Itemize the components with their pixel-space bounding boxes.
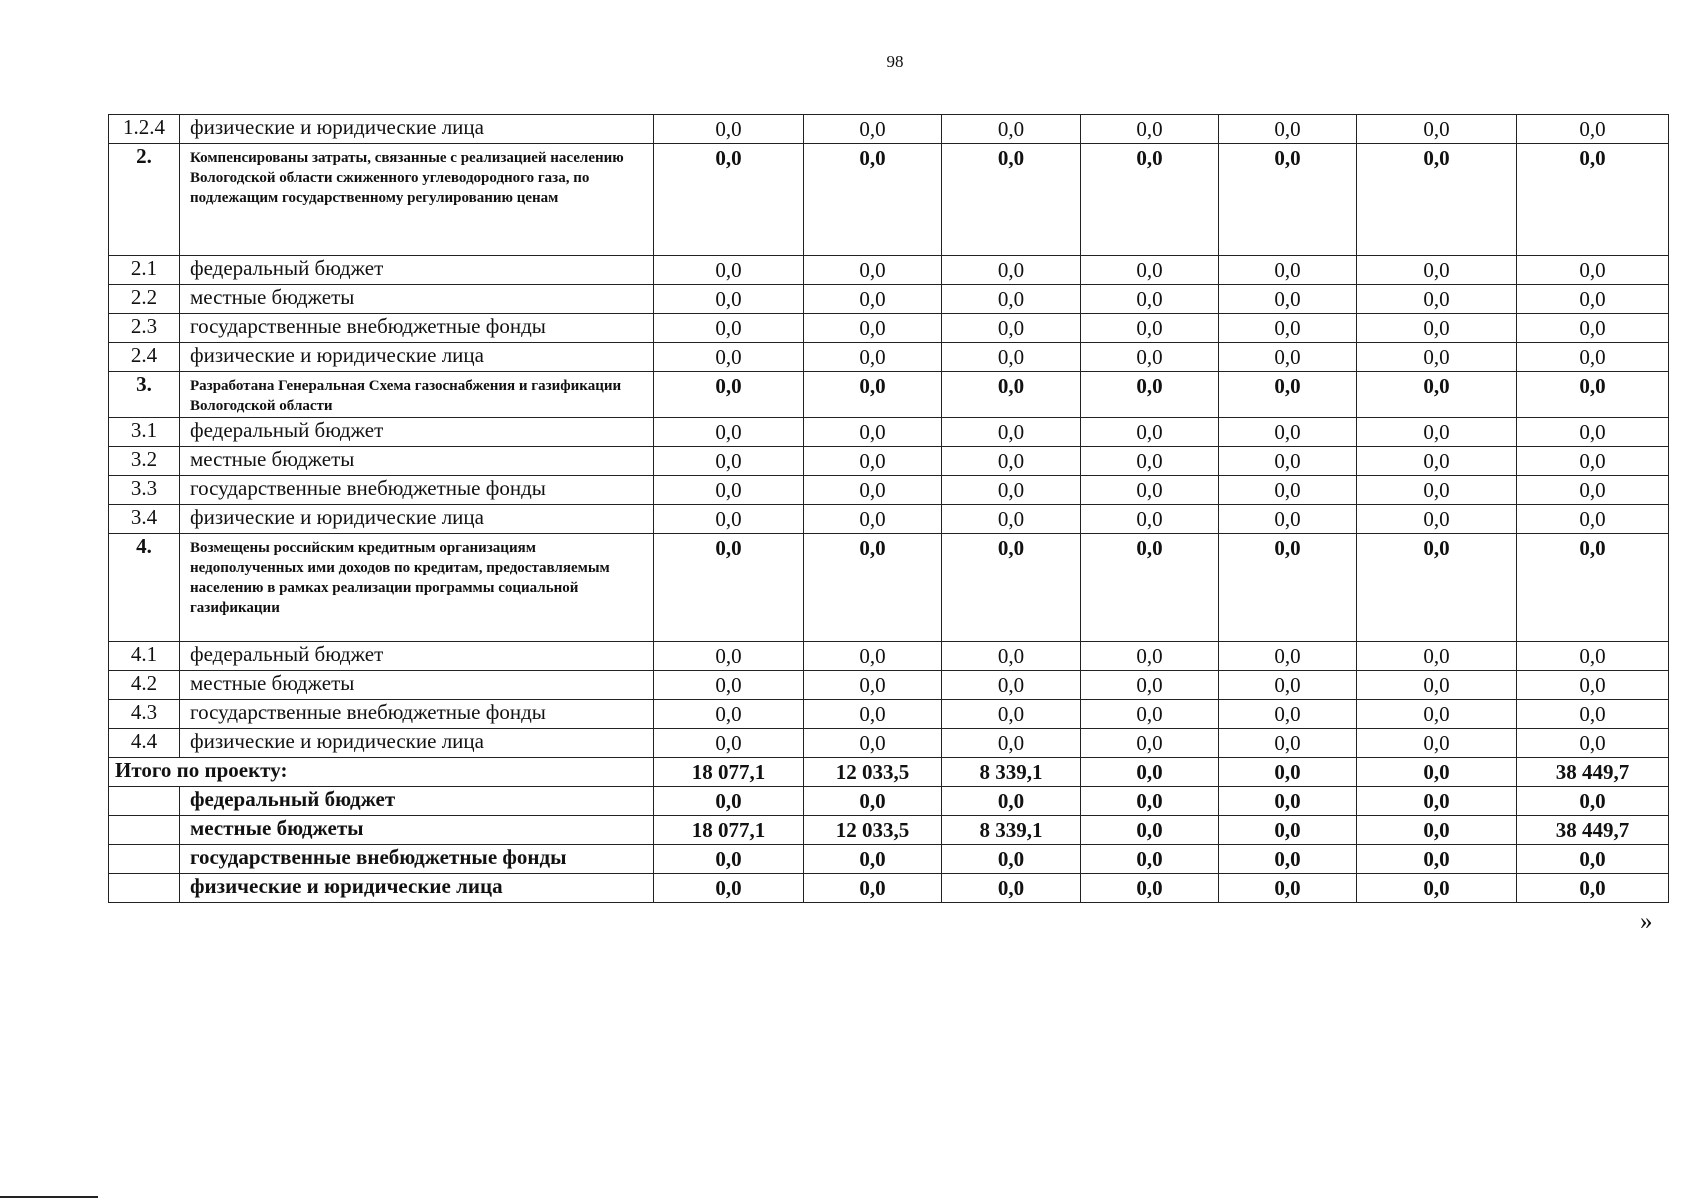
- value-cell: 0,0: [1357, 447, 1517, 476]
- value-cell: 0,0: [1357, 343, 1517, 372]
- row-label: физические и юридические лица: [180, 115, 654, 144]
- row-code: 2.: [109, 144, 180, 256]
- row-label: федеральный бюджет: [180, 642, 654, 671]
- value-cell: 0,0: [1081, 418, 1219, 447]
- value-cell: 0,0: [654, 671, 804, 700]
- value-cell: 0,0: [804, 447, 942, 476]
- table-row: [109, 256, 1669, 285]
- breakdown-value-cell: 0,0: [654, 787, 804, 816]
- row-label: местные бюджеты: [180, 671, 654, 700]
- row-code: 3.4: [109, 505, 180, 534]
- value-cell: 0,0: [942, 642, 1081, 671]
- row-code: 3.: [109, 372, 180, 418]
- breakdown-label: государственные внебюджетные фонды: [180, 845, 654, 874]
- breakdown-value-cell: 38 449,7: [1517, 816, 1669, 845]
- value-cell: 0,0: [1357, 729, 1517, 758]
- row-code: 2.3: [109, 314, 180, 343]
- breakdown-label: федеральный бюджет: [180, 787, 654, 816]
- value-cell: 0,0: [942, 671, 1081, 700]
- value-cell: 0,0: [654, 642, 804, 671]
- breakdown-value-cell: 0,0: [1081, 845, 1219, 874]
- value-cell: 0,0: [1219, 671, 1357, 700]
- value-cell: 0,0: [942, 418, 1081, 447]
- breakdown-value-cell: 0,0: [1081, 787, 1219, 816]
- value-cell: 0,0: [1219, 256, 1357, 285]
- total-row: [109, 758, 1669, 787]
- breakdown-value-cell: 0,0: [804, 787, 942, 816]
- section-row: [109, 144, 1669, 256]
- budget-table: [108, 114, 1669, 903]
- breakdown-value-cell: 0,0: [654, 874, 804, 903]
- value-cell: 0,0: [1517, 729, 1669, 758]
- value-cell: 0,0: [1081, 700, 1219, 729]
- value-cell: 0,0: [1517, 115, 1669, 144]
- value-cell: 0,0: [1219, 418, 1357, 447]
- table-row: [109, 476, 1669, 505]
- value-cell: 0,0: [1357, 534, 1517, 642]
- value-cell: 0,0: [1081, 476, 1219, 505]
- breakdown-value-cell: 0,0: [1219, 787, 1357, 816]
- table-row: [109, 505, 1669, 534]
- section-description: Компенсированы затраты, связанные с реализацией населению Вологодской области сжиженного углеводородного газа, по подлежащим государственному регулированию ценам: [180, 144, 654, 256]
- value-cell: 0,0: [1219, 505, 1357, 534]
- breakdown-value-cell: 0,0: [1357, 874, 1517, 903]
- value-cell: 0,0: [1219, 476, 1357, 505]
- breakdown-value-cell: 0,0: [1517, 845, 1669, 874]
- value-cell: 0,0: [1517, 671, 1669, 700]
- value-cell: 0,0: [654, 700, 804, 729]
- value-cell: 0,0: [1219, 372, 1357, 418]
- row-label: государственные внебюджетные фонды: [180, 476, 654, 505]
- value-cell: 0,0: [1219, 729, 1357, 758]
- row-label: государственные внебюджетные фонды: [180, 700, 654, 729]
- row-label: федеральный бюджет: [180, 418, 654, 447]
- table-row: [109, 314, 1669, 343]
- value-cell: 0,0: [654, 144, 804, 256]
- value-cell: 0,0: [942, 115, 1081, 144]
- value-cell: 0,0: [1081, 505, 1219, 534]
- scan-artifact-line: [0, 1196, 98, 1198]
- value-cell: 0,0: [942, 285, 1081, 314]
- value-cell: 0,0: [804, 285, 942, 314]
- section-row: [109, 372, 1669, 418]
- value-cell: 0,0: [654, 115, 804, 144]
- value-cell: 0,0: [1081, 447, 1219, 476]
- row-label: федеральный бюджет: [180, 256, 654, 285]
- row-code: 2.1: [109, 256, 180, 285]
- value-cell: 0,0: [1357, 115, 1517, 144]
- table-row: [109, 700, 1669, 729]
- table-row: [109, 285, 1669, 314]
- value-cell: 0,0: [804, 642, 942, 671]
- section-description: Разработана Генеральная Схема газоснабжения и газификации Вологодской области: [180, 372, 654, 418]
- value-cell: 0,0: [1357, 418, 1517, 447]
- value-cell: 0,0: [1517, 447, 1669, 476]
- empty-code-cell: [109, 816, 180, 845]
- value-cell: 0,0: [1517, 534, 1669, 642]
- breakdown-value-cell: 0,0: [804, 845, 942, 874]
- value-cell: 0,0: [1219, 144, 1357, 256]
- value-cell: 0,0: [804, 671, 942, 700]
- breakdown-value-cell: 0,0: [804, 874, 942, 903]
- row-code: 3.2: [109, 447, 180, 476]
- value-cell: 0,0: [1357, 700, 1517, 729]
- value-cell: 0,0: [1357, 285, 1517, 314]
- breakdown-value-cell: 0,0: [1219, 845, 1357, 874]
- value-cell: 0,0: [1219, 534, 1357, 642]
- value-cell: 0,0: [804, 115, 942, 144]
- value-cell: 0,0: [1081, 144, 1219, 256]
- empty-code-cell: [109, 845, 180, 874]
- row-code: 4.1: [109, 642, 180, 671]
- empty-code-cell: [109, 787, 180, 816]
- breakdown-value-cell: 0,0: [1517, 787, 1669, 816]
- value-cell: 0,0: [1081, 642, 1219, 671]
- value-cell: 0,0: [804, 372, 942, 418]
- value-cell: 0,0: [1517, 285, 1669, 314]
- total-value-cell: 18 077,1: [654, 758, 804, 787]
- value-cell: 0,0: [942, 314, 1081, 343]
- value-cell: 0,0: [654, 285, 804, 314]
- value-cell: 0,0: [654, 372, 804, 418]
- value-cell: 0,0: [654, 534, 804, 642]
- value-cell: 0,0: [1219, 642, 1357, 671]
- value-cell: 0,0: [1219, 285, 1357, 314]
- value-cell: 0,0: [1081, 256, 1219, 285]
- value-cell: 0,0: [654, 447, 804, 476]
- breakdown-value-cell: 0,0: [1357, 816, 1517, 845]
- value-cell: 0,0: [1517, 642, 1669, 671]
- value-cell: 0,0: [1081, 115, 1219, 144]
- breakdown-value-cell: 0,0: [1219, 874, 1357, 903]
- row-code: 4.2: [109, 671, 180, 700]
- value-cell: 0,0: [942, 256, 1081, 285]
- table-row: [109, 115, 1669, 144]
- value-cell: 0,0: [1517, 505, 1669, 534]
- row-code: 4.3: [109, 700, 180, 729]
- row-label: физические и юридические лица: [180, 505, 654, 534]
- value-cell: 0,0: [1357, 476, 1517, 505]
- value-cell: 0,0: [1517, 256, 1669, 285]
- table-row: [109, 671, 1669, 700]
- value-cell: 0,0: [942, 729, 1081, 758]
- value-cell: 0,0: [804, 476, 942, 505]
- value-cell: 0,0: [804, 505, 942, 534]
- row-code: 2.2: [109, 285, 180, 314]
- value-cell: 0,0: [1357, 314, 1517, 343]
- table-row: [109, 729, 1669, 758]
- value-cell: 0,0: [1517, 343, 1669, 372]
- row-code: 4.: [109, 534, 180, 642]
- total-breakdown-row: [109, 845, 1669, 874]
- value-cell: 0,0: [1219, 115, 1357, 144]
- budget-table-body: [109, 115, 1669, 903]
- value-cell: 0,0: [1517, 476, 1669, 505]
- value-cell: 0,0: [654, 476, 804, 505]
- value-cell: 0,0: [1219, 447, 1357, 476]
- breakdown-label: местные бюджеты: [180, 816, 654, 845]
- row-code: 2.4: [109, 343, 180, 372]
- value-cell: 0,0: [1081, 671, 1219, 700]
- total-value-cell: 12 033,5: [804, 758, 942, 787]
- value-cell: 0,0: [1517, 372, 1669, 418]
- value-cell: 0,0: [804, 729, 942, 758]
- total-value-cell: 0,0: [1219, 758, 1357, 787]
- section-description: Возмещены российским кредитным организациям недополученных ими доходов по кредитам, предоставляемым населению в рамках реализации программы социальной газификации: [180, 534, 654, 642]
- value-cell: 0,0: [654, 256, 804, 285]
- breakdown-value-cell: 0,0: [942, 874, 1081, 903]
- closing-quote: »: [1640, 908, 1653, 935]
- value-cell: 0,0: [1357, 671, 1517, 700]
- value-cell: 0,0: [1219, 343, 1357, 372]
- breakdown-value-cell: 0,0: [1081, 874, 1219, 903]
- value-cell: 0,0: [1219, 314, 1357, 343]
- row-code: 3.1: [109, 418, 180, 447]
- value-cell: 0,0: [942, 700, 1081, 729]
- budget-table-container: [108, 114, 1669, 903]
- value-cell: 0,0: [942, 144, 1081, 256]
- value-cell: 0,0: [1081, 372, 1219, 418]
- value-cell: 0,0: [1357, 144, 1517, 256]
- total-value-cell: 0,0: [1081, 758, 1219, 787]
- value-cell: 0,0: [804, 256, 942, 285]
- breakdown-value-cell: 0,0: [942, 845, 1081, 874]
- table-row: [109, 418, 1669, 447]
- breakdown-value-cell: 0,0: [1219, 816, 1357, 845]
- value-cell: 0,0: [1219, 700, 1357, 729]
- value-cell: 0,0: [1357, 372, 1517, 418]
- value-cell: 0,0: [1081, 343, 1219, 372]
- value-cell: 0,0: [942, 505, 1081, 534]
- total-breakdown-row: [109, 816, 1669, 845]
- breakdown-value-cell: 0,0: [1081, 816, 1219, 845]
- total-value-cell: 8 339,1: [942, 758, 1081, 787]
- value-cell: 0,0: [654, 505, 804, 534]
- section-row: [109, 534, 1669, 642]
- value-cell: 0,0: [1081, 285, 1219, 314]
- value-cell: 0,0: [1357, 642, 1517, 671]
- value-cell: 0,0: [1517, 314, 1669, 343]
- row-label: местные бюджеты: [180, 285, 654, 314]
- table-row: [109, 447, 1669, 476]
- value-cell: 0,0: [654, 729, 804, 758]
- value-cell: 0,0: [804, 144, 942, 256]
- row-code: 3.3: [109, 476, 180, 505]
- value-cell: 0,0: [1517, 144, 1669, 256]
- value-cell: 0,0: [942, 476, 1081, 505]
- page-number: 98: [886, 52, 904, 71]
- value-cell: 0,0: [1081, 534, 1219, 642]
- breakdown-value-cell: 0,0: [1517, 874, 1669, 903]
- total-value-cell: 0,0: [1357, 758, 1517, 787]
- value-cell: 0,0: [804, 418, 942, 447]
- value-cell: 0,0: [1081, 729, 1219, 758]
- value-cell: 0,0: [654, 343, 804, 372]
- value-cell: 0,0: [654, 418, 804, 447]
- row-label: местные бюджеты: [180, 447, 654, 476]
- total-breakdown-row: [109, 874, 1669, 903]
- value-cell: 0,0: [942, 447, 1081, 476]
- value-cell: 0,0: [804, 314, 942, 343]
- total-breakdown-row: [109, 787, 1669, 816]
- value-cell: 0,0: [942, 534, 1081, 642]
- value-cell: 0,0: [804, 700, 942, 729]
- value-cell: 0,0: [942, 343, 1081, 372]
- row-label: государственные внебюджетные фонды: [180, 314, 654, 343]
- empty-code-cell: [109, 874, 180, 903]
- value-cell: 0,0: [942, 372, 1081, 418]
- breakdown-value-cell: 0,0: [942, 787, 1081, 816]
- value-cell: 0,0: [1081, 314, 1219, 343]
- breakdown-value-cell: 12 033,5: [804, 816, 942, 845]
- breakdown-value-cell: 0,0: [1357, 787, 1517, 816]
- total-label: Итого по проекту:: [109, 758, 654, 787]
- value-cell: 0,0: [804, 343, 942, 372]
- breakdown-value-cell: 0,0: [1357, 845, 1517, 874]
- value-cell: 0,0: [1517, 418, 1669, 447]
- value-cell: 0,0: [1357, 505, 1517, 534]
- value-cell: 0,0: [1357, 256, 1517, 285]
- table-row: [109, 343, 1669, 372]
- breakdown-value-cell: 18 077,1: [654, 816, 804, 845]
- value-cell: 0,0: [654, 314, 804, 343]
- breakdown-value-cell: 8 339,1: [942, 816, 1081, 845]
- breakdown-value-cell: 0,0: [654, 845, 804, 874]
- breakdown-label: физические и юридические лица: [180, 874, 654, 903]
- table-row: [109, 642, 1669, 671]
- value-cell: 0,0: [1517, 700, 1669, 729]
- row-label: физические и юридические лица: [180, 343, 654, 372]
- total-value-cell: 38 449,7: [1517, 758, 1669, 787]
- row-code: 4.4: [109, 729, 180, 758]
- value-cell: 0,0: [804, 534, 942, 642]
- row-code: 1.2.4: [109, 115, 180, 144]
- row-label: физические и юридические лица: [180, 729, 654, 758]
